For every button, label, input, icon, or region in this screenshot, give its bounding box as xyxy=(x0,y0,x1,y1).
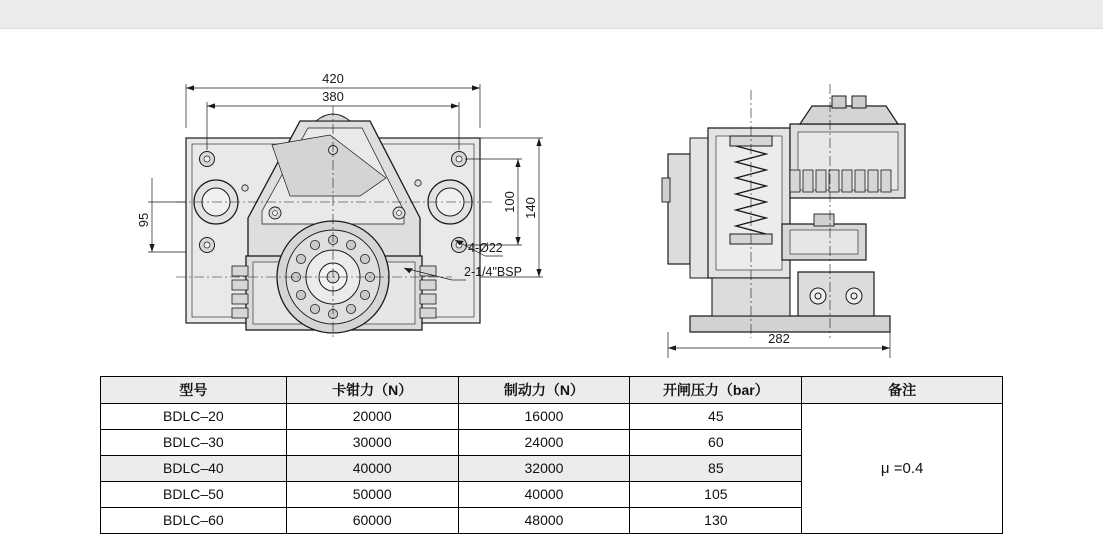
cell-model: BDLC–20 xyxy=(101,404,287,430)
dim-420-label: 420 xyxy=(322,71,344,86)
cell-model: BDLC–50 xyxy=(101,482,287,508)
header-model: 型号 xyxy=(101,377,287,404)
table-row xyxy=(101,404,1003,430)
dim-140-label: 140 xyxy=(523,197,538,219)
technical-drawing xyxy=(0,28,1103,368)
cell-clamp: 60000 xyxy=(286,508,458,534)
cell-pressure: 45 xyxy=(630,404,802,430)
cell-brake: 32000 xyxy=(458,456,630,482)
cell-brake: 40000 xyxy=(458,482,630,508)
dim-95 xyxy=(148,178,186,252)
cell-clamp: 50000 xyxy=(286,482,458,508)
side-view xyxy=(662,84,905,358)
leader-4-holes-label: 4-Ø22 xyxy=(468,241,503,255)
cap-stud-1 xyxy=(832,96,846,108)
top-bar xyxy=(0,0,1103,29)
cell-pressure: 105 xyxy=(630,482,802,508)
header-clamp-force: 卡钳力（N） xyxy=(286,377,458,404)
header-brake-force: 制动力（N） xyxy=(458,377,630,404)
front-view xyxy=(136,71,543,340)
cell-pressure: 85 xyxy=(630,456,802,482)
cell-clamp: 20000 xyxy=(286,404,458,430)
cell-brake: 48000 xyxy=(458,508,630,534)
left-lug xyxy=(662,178,670,202)
cell-model: BDLC–60 xyxy=(101,508,287,534)
header-release-pressure: 开闸压力（bar） xyxy=(630,377,802,404)
rear-plate xyxy=(690,138,708,278)
cell-clamp: 40000 xyxy=(286,456,458,482)
dim-282-label: 282 xyxy=(768,331,790,346)
leader-bsp-port-label: 2-1/4"BSP xyxy=(464,265,522,279)
rear-flange xyxy=(668,154,690,264)
cell-pressure: 130 xyxy=(630,508,802,534)
table-header-row xyxy=(101,377,1003,404)
cell-clamp: 30000 xyxy=(286,430,458,456)
caliper-column-inner xyxy=(716,136,782,270)
pad-carrier-lug xyxy=(814,214,834,226)
cell-remark: μ =0.4 xyxy=(802,404,1003,534)
brake-pad-block xyxy=(798,272,874,320)
pad-carrier-inner xyxy=(790,230,858,254)
cell-pressure: 60 xyxy=(630,430,802,456)
cell-model: BDLC–30 xyxy=(101,430,287,456)
drawing-svg xyxy=(0,28,1103,368)
spec-table-container xyxy=(100,376,1003,534)
cell-model: BDLC–40 xyxy=(101,456,287,482)
cell-brake: 16000 xyxy=(458,404,630,430)
header-remark: 备注 xyxy=(802,377,1003,404)
dim-95-label: 95 xyxy=(136,212,151,228)
cap-stud-2 xyxy=(852,96,866,108)
dim-380-label: 380 xyxy=(322,89,344,104)
cell-brake: 24000 xyxy=(458,430,630,456)
dim-100-label: 100 xyxy=(502,191,517,213)
spec-table xyxy=(100,376,1003,534)
base-foot xyxy=(690,316,890,332)
cylinder-cap xyxy=(800,106,898,124)
